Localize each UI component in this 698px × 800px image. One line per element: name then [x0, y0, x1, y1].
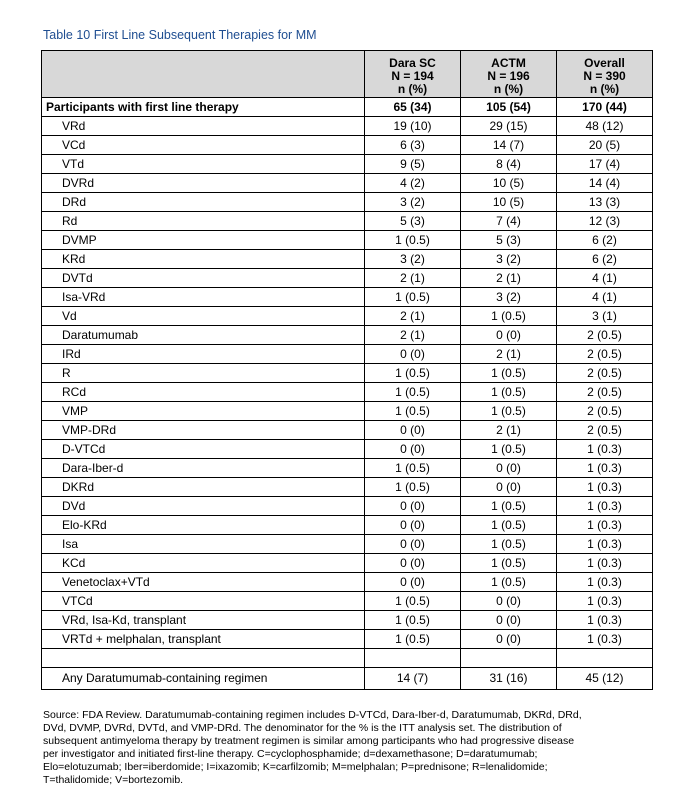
- source-line: Elo=elotuzumab; Iber=iberdomide; I=ixazomib; K=carfilzomib; M=melphalan; P=prednisone; R=lenalidomide;: [43, 761, 548, 773]
- cell-actm: 1 (0.5): [461, 383, 557, 402]
- cell-overall: 1 (0.3): [557, 592, 653, 611]
- cell-dara-sc: 0 (0): [365, 440, 461, 459]
- header-arm-name: Dara SC: [389, 56, 436, 70]
- cell-actm: 0 (0): [461, 478, 557, 497]
- header-dara-sc: [365, 51, 461, 98]
- cell-dara-sc: 3 (2): [365, 193, 461, 212]
- cell-overall: 2 (0.5): [557, 345, 653, 364]
- cell-actm: 31 (16): [461, 668, 557, 690]
- cell-actm: 10 (5): [461, 193, 557, 212]
- cell-overall: 4 (1): [557, 288, 653, 307]
- cell-actm: 2 (1): [461, 421, 557, 440]
- cell-overall: 17 (4): [557, 155, 653, 174]
- row-label: D-VTCd: [42, 440, 365, 459]
- header-arm-n: N = 390: [583, 69, 626, 83]
- cell-actm: 3 (2): [461, 288, 557, 307]
- cell-dara-sc: 6 (3): [365, 136, 461, 155]
- row-label: VRd: [42, 117, 365, 136]
- cell-actm: 5 (3): [461, 231, 557, 250]
- cell-actm: 1 (0.5): [461, 307, 557, 326]
- row-label: IRd: [42, 345, 365, 364]
- cell-overall: 170 (44): [557, 98, 653, 117]
- cell-dara-sc: 0 (0): [365, 497, 461, 516]
- row-label: Rd: [42, 212, 365, 231]
- cell-overall: 1 (0.3): [557, 630, 653, 649]
- regimen-row: [42, 459, 653, 478]
- cell-dara-sc: 1 (0.5): [365, 402, 461, 421]
- cell-actm: 2 (1): [461, 269, 557, 288]
- cell-overall: 6 (2): [557, 250, 653, 269]
- cell-actm: 8 (4): [461, 155, 557, 174]
- cell-actm: 10 (5): [461, 174, 557, 193]
- row-label: Isa: [42, 535, 365, 554]
- regimen-row: [42, 497, 653, 516]
- cell-dara-sc: 1 (0.5): [365, 231, 461, 250]
- any-daratumumab-row: [42, 668, 653, 690]
- row-label: DVd: [42, 497, 365, 516]
- source-line: Source: FDA Review. Daratumumab-containing regimen includes D-VTCd, Dara-Iber-d, Daratumumab, DKRd, DRd,: [43, 709, 582, 721]
- header-overall: [557, 51, 653, 98]
- cell-overall: 1 (0.3): [557, 554, 653, 573]
- regimen-row: [42, 345, 653, 364]
- header-blank-cell: [42, 51, 365, 98]
- cell-dara-sc: 0 (0): [365, 421, 461, 440]
- row-label: Participants with first line therapy: [42, 98, 365, 117]
- cell-dara-sc: 0 (0): [365, 345, 461, 364]
- cell-dara-sc: 1 (0.5): [365, 630, 461, 649]
- cell-dara-sc: 1 (0.5): [365, 364, 461, 383]
- row-label: DKRd: [42, 478, 365, 497]
- cell-overall: 48 (12): [557, 117, 653, 136]
- cell-overall: 14 (4): [557, 174, 653, 193]
- regimen-row: [42, 402, 653, 421]
- header-arm-n: N = 196: [487, 69, 530, 83]
- regimen-row: [42, 307, 653, 326]
- cell-dara-sc: 2 (1): [365, 269, 461, 288]
- header-arm-unit: n (%): [589, 82, 620, 96]
- empty-cell: [461, 649, 557, 668]
- row-label: VMP-DRd: [42, 421, 365, 440]
- regimen-row: [42, 573, 653, 592]
- regimen-row: [42, 155, 653, 174]
- regimen-row: [42, 269, 653, 288]
- regimen-row: [42, 478, 653, 497]
- cell-dara-sc: 0 (0): [365, 554, 461, 573]
- regimen-row: [42, 440, 653, 459]
- table-title: Table 10 First Line Subsequent Therapies for MM: [43, 28, 317, 42]
- row-label: DVMP: [42, 231, 365, 250]
- regimen-row: [42, 117, 653, 136]
- row-label: VTd: [42, 155, 365, 174]
- cell-overall: 2 (0.5): [557, 364, 653, 383]
- cell-dara-sc: 2 (1): [365, 326, 461, 345]
- cell-dara-sc: 9 (5): [365, 155, 461, 174]
- regimen-row: [42, 326, 653, 345]
- cell-overall: 12 (3): [557, 212, 653, 231]
- cell-overall: 45 (12): [557, 668, 653, 690]
- row-label: DVRd: [42, 174, 365, 193]
- regimen-row: [42, 364, 653, 383]
- cell-overall: 4 (1): [557, 269, 653, 288]
- cell-dara-sc: 65 (34): [365, 98, 461, 117]
- row-label: VCd: [42, 136, 365, 155]
- row-label: Dara-Iber-d: [42, 459, 365, 478]
- cell-dara-sc: 1 (0.5): [365, 459, 461, 478]
- cell-actm: 0 (0): [461, 592, 557, 611]
- cell-actm: 1 (0.5): [461, 497, 557, 516]
- cell-overall: 1 (0.3): [557, 573, 653, 592]
- cell-overall: 2 (0.5): [557, 326, 653, 345]
- source-line: subsequent antimyeloma therapy by treatment regimen is similar among participants who had progressive disease: [43, 735, 575, 747]
- cell-overall: 6 (2): [557, 231, 653, 250]
- cell-dara-sc: 0 (0): [365, 535, 461, 554]
- cell-actm: 29 (15): [461, 117, 557, 136]
- cell-actm: 7 (4): [461, 212, 557, 231]
- empty-cell: [365, 649, 461, 668]
- cell-overall: 1 (0.3): [557, 516, 653, 535]
- header-arm-n: N = 194: [391, 69, 434, 83]
- cell-dara-sc: 3 (2): [365, 250, 461, 269]
- cell-overall: 2 (0.5): [557, 402, 653, 421]
- spacer-row: [42, 649, 653, 668]
- row-label: Any Daratumumab-containing regimen: [42, 668, 365, 690]
- cell-actm: 14 (7): [461, 136, 557, 155]
- source-line: per investigator and initiated first-line therapy. C=cyclophosphamide; d=dexamethasone; D=daratumumab;: [43, 748, 538, 760]
- cell-dara-sc: 14 (7): [365, 668, 461, 690]
- cell-dara-sc: 4 (2): [365, 174, 461, 193]
- regimen-row: [42, 250, 653, 269]
- cell-dara-sc: 1 (0.5): [365, 383, 461, 402]
- cell-dara-sc: 1 (0.5): [365, 288, 461, 307]
- regimen-row: [42, 554, 653, 573]
- row-label: R: [42, 364, 365, 383]
- row-label: DVTd: [42, 269, 365, 288]
- header-arm-name: Overall: [584, 56, 625, 70]
- regimen-row: [42, 630, 653, 649]
- cell-dara-sc: 0 (0): [365, 516, 461, 535]
- header-arm-name: ACTM: [491, 56, 526, 70]
- cell-actm: 0 (0): [461, 611, 557, 630]
- cell-overall: 1 (0.3): [557, 535, 653, 554]
- cell-actm: 1 (0.5): [461, 554, 557, 573]
- cell-overall: 1 (0.3): [557, 611, 653, 630]
- header-arm-unit: n (%): [397, 82, 428, 96]
- cell-overall: 1 (0.3): [557, 497, 653, 516]
- row-label: Elo-KRd: [42, 516, 365, 535]
- cell-overall: 13 (3): [557, 193, 653, 212]
- cell-actm: 1 (0.5): [461, 535, 557, 554]
- cell-overall: 2 (0.5): [557, 421, 653, 440]
- cell-dara-sc: 19 (10): [365, 117, 461, 136]
- regimen-row: [42, 383, 653, 402]
- regimen-row: [42, 288, 653, 307]
- header-arm-unit: n (%): [493, 82, 524, 96]
- cell-actm: 0 (0): [461, 326, 557, 345]
- row-label: DRd: [42, 193, 365, 212]
- row-label: VRd, Isa-Kd, transplant: [42, 611, 365, 630]
- cell-actm: 3 (2): [461, 250, 557, 269]
- participants-row: [42, 98, 653, 117]
- source-line: T=thalidomide; V=bortezomib.: [43, 774, 184, 786]
- regimen-row: [42, 516, 653, 535]
- header-row: [42, 51, 653, 98]
- row-label: Daratumumab: [42, 326, 365, 345]
- row-label: KRd: [42, 250, 365, 269]
- regimen-row: [42, 231, 653, 250]
- subsequent-therapies-table: [41, 50, 653, 690]
- row-label: KCd: [42, 554, 365, 573]
- regimen-row: [42, 421, 653, 440]
- regimen-row: [42, 212, 653, 231]
- cell-dara-sc: 1 (0.5): [365, 611, 461, 630]
- row-label: VTCd: [42, 592, 365, 611]
- cell-actm: 0 (0): [461, 459, 557, 478]
- regimen-row: [42, 193, 653, 212]
- cell-actm: 2 (1): [461, 345, 557, 364]
- cell-overall: 20 (5): [557, 136, 653, 155]
- empty-cell: [557, 649, 653, 668]
- cell-dara-sc: 2 (1): [365, 307, 461, 326]
- cell-overall: 1 (0.3): [557, 478, 653, 497]
- header-actm: [461, 51, 557, 98]
- cell-actm: 1 (0.5): [461, 573, 557, 592]
- cell-overall: 3 (1): [557, 307, 653, 326]
- cell-dara-sc: 1 (0.5): [365, 478, 461, 497]
- row-label: Venetoclax+VTd: [42, 573, 365, 592]
- cell-dara-sc: 1 (0.5): [365, 592, 461, 611]
- cell-actm: 0 (0): [461, 630, 557, 649]
- cell-actm: 1 (0.5): [461, 402, 557, 421]
- cell-actm: 1 (0.5): [461, 440, 557, 459]
- empty-cell: [42, 649, 365, 668]
- cell-overall: 2 (0.5): [557, 383, 653, 402]
- row-label: Isa-VRd: [42, 288, 365, 307]
- cell-overall: 1 (0.3): [557, 459, 653, 478]
- cell-dara-sc: 5 (3): [365, 212, 461, 231]
- regimen-row: [42, 174, 653, 193]
- cell-dara-sc: 0 (0): [365, 573, 461, 592]
- row-label: RCd: [42, 383, 365, 402]
- regimen-row: [42, 611, 653, 630]
- cell-overall: 1 (0.3): [557, 440, 653, 459]
- regimen-row: [42, 592, 653, 611]
- cell-actm: 105 (54): [461, 98, 557, 117]
- row-label: VMP: [42, 402, 365, 421]
- cell-actm: 1 (0.5): [461, 364, 557, 383]
- row-label: VRTd + melphalan, transplant: [42, 630, 365, 649]
- source-footnote: [43, 709, 663, 787]
- cell-actm: 1 (0.5): [461, 516, 557, 535]
- regimen-row: [42, 136, 653, 155]
- source-line: DVd, DVMP, DVRd, DVTd, and VMP-DRd. The denominator for the % is the ITT analysis set. The distribution of: [43, 722, 562, 734]
- row-label: Vd: [42, 307, 365, 326]
- regimen-row: [42, 535, 653, 554]
